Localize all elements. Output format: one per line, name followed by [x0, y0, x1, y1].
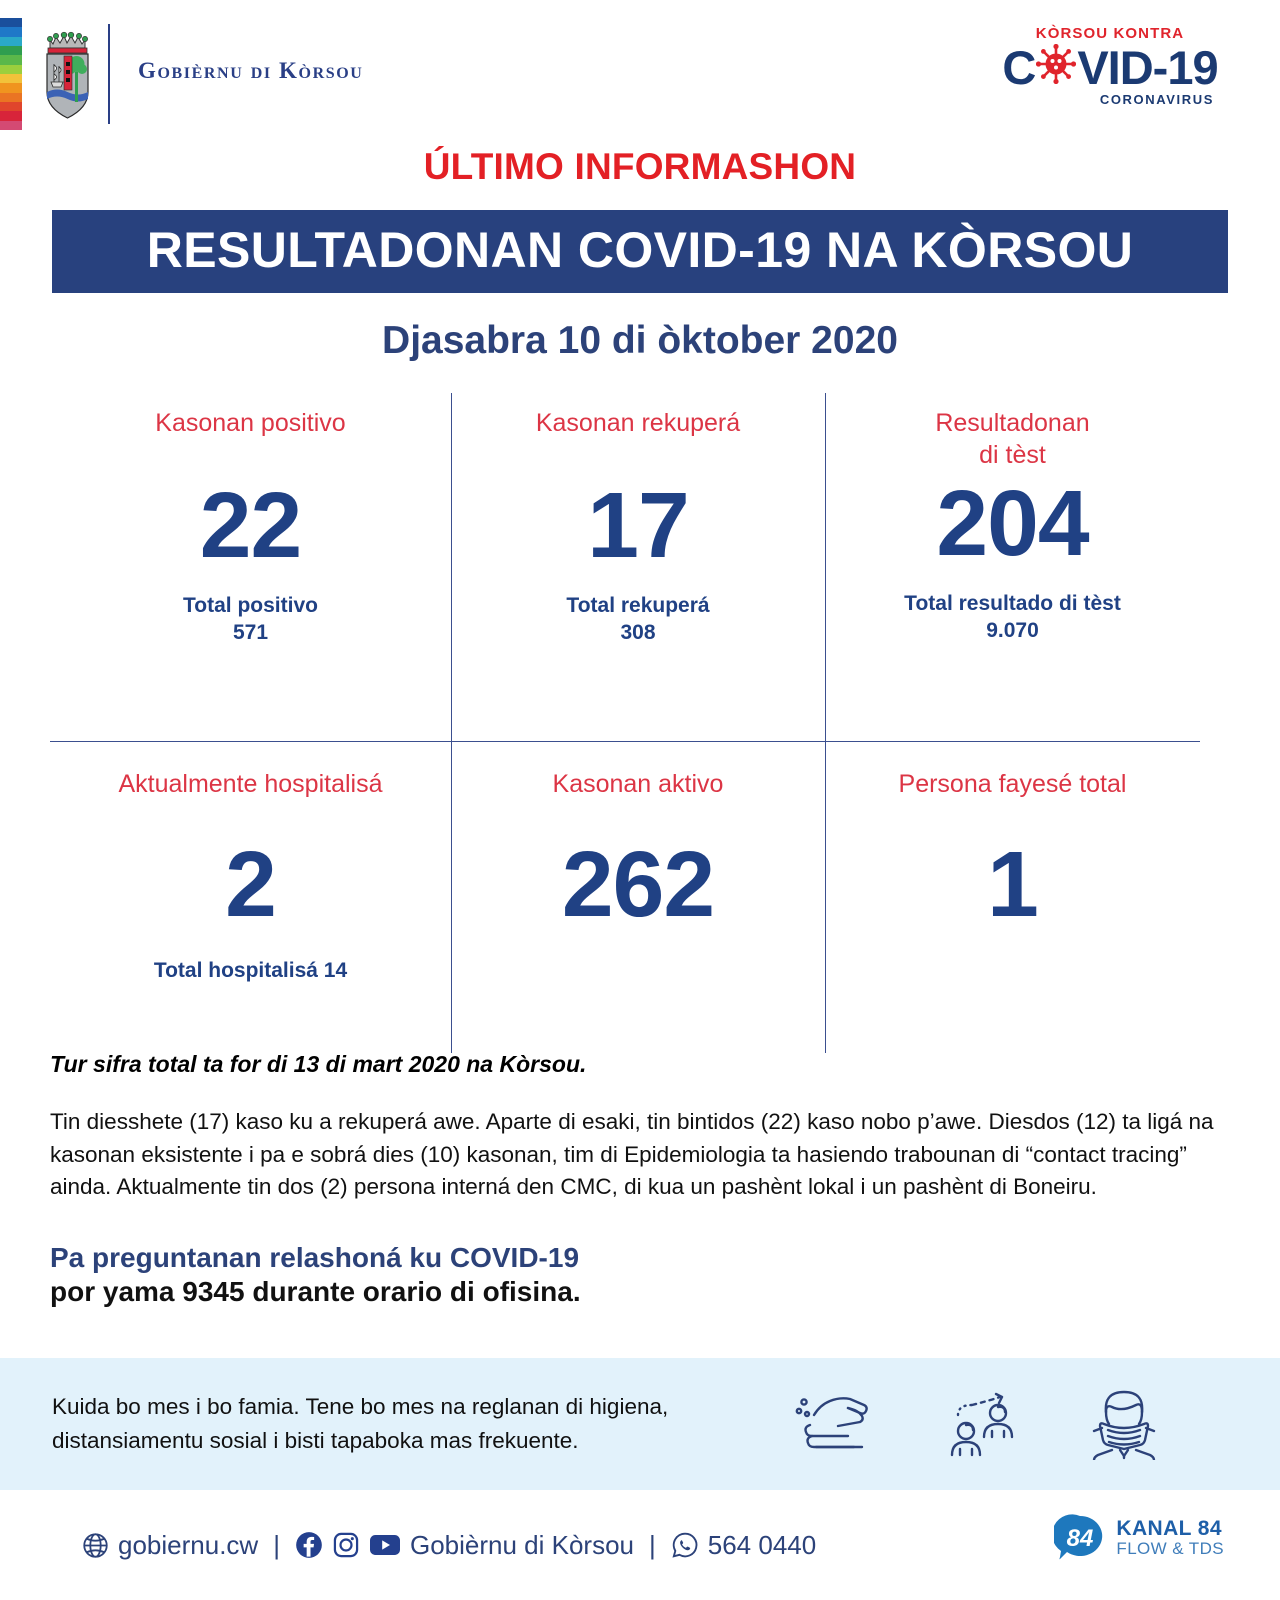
page-footer [0, 1490, 1280, 1600]
kanal84-logo [1054, 1512, 1224, 1564]
page-title: RESULTADONAN COVID-19 NA KÒRSOU [52, 210, 1228, 293]
kanal84-tagline: FLOW & TDS [1116, 1539, 1224, 1559]
report-date: Djasabra 10 di òktober 2020 [382, 319, 898, 362]
globe-icon [82, 1532, 109, 1559]
footer-separator-1: | [273, 1529, 280, 1560]
stat-subtotal-label: Total positivo [183, 594, 318, 617]
curacao-coat-of-arms-icon [36, 26, 98, 122]
stat-label: Kasonan positivo [155, 409, 346, 437]
instagram-icon[interactable] [332, 1531, 360, 1559]
facebook-icon[interactable] [295, 1531, 323, 1559]
stat-label: Kasonan aktivo [552, 770, 724, 798]
stat-subtotal [50, 592, 451, 647]
stat-label: Persona fayesé total [898, 770, 1127, 798]
stat-label-line1: Resultadonan [935, 409, 1090, 437]
footer-separator-2: | [649, 1529, 656, 1560]
stat-value: 1 [987, 832, 1038, 936]
covid-logo-kicker: KÒRSOU KONTRA [1035, 25, 1185, 42]
stat-card-active-cases [451, 768, 825, 936]
kanal84-name: KANAL 84 [1116, 1517, 1222, 1541]
footer-contact-row [82, 1530, 816, 1561]
grid-divider-horizontal [50, 741, 1200, 742]
stat-subtotal-label: Total rekuperá [566, 594, 710, 617]
stat-value: 22 [199, 473, 302, 577]
footer-website[interactable]: gobiernu.cw [118, 1529, 259, 1560]
stat-value: 17 [587, 473, 689, 577]
report-paragraph: Tin diesshete (17) kaso ku a rekuperá awe. Aparte di esaki, tin bintidos (22) kaso nobo p’awe. Diesdos (12) ta ligá na kasonan eksistente i pa e sobrá dies (10) kasonan, tim di Epidemiologia ta hasiendo trabounan di “contact tracing” ainda. Aktualmente tin dos (2) persona interná den CMC, di kua un pashènt lokal i un pashènt di Boneiru. [50, 1109, 1214, 1200]
stat-label [825, 407, 1200, 471]
footer-social-handle: Gobièrnu di Kòrsou [409, 1529, 634, 1560]
social-icon-group [295, 1531, 401, 1559]
social-distancing-icon [936, 1385, 1028, 1464]
youtube-icon[interactable] [369, 1533, 401, 1557]
stat-subtotal [825, 590, 1200, 645]
contact-heading: Pa preguntanan relashoná ku COVID-19 [50, 1241, 580, 1273]
contact-phone-line: por yama 9345 durante orario di ofisina. [50, 1275, 581, 1307]
kanal84-speech-bubble-icon [1054, 1512, 1106, 1564]
stat-card-positive-cases [50, 407, 451, 647]
covid-logo-wordmark [1000, 41, 1220, 94]
stat-subtotal-value: 308 [620, 621, 656, 645]
stat-label-line2: di tèst [979, 441, 1046, 469]
stat-card-currently-hospitalized [50, 768, 451, 984]
stat-value: 262 [561, 832, 715, 936]
stat-value: 2 [225, 832, 276, 936]
stat-subtotal-value: 9.070 [986, 619, 1039, 643]
stat-card-total-deaths [825, 768, 1200, 936]
whatsapp-icon[interactable] [671, 1531, 699, 1559]
footer-phone[interactable]: 564 0440 [707, 1529, 817, 1560]
body-text-section [50, 1051, 1230, 1308]
stat-value: 204 [936, 471, 1089, 575]
stat-subtotal: Total hospitalisá 14 [153, 959, 348, 982]
covid19-logo [1000, 26, 1220, 107]
stat-label: Aktualmente hospitalisá [118, 770, 383, 798]
coronavirus-icon [1036, 44, 1076, 91]
stat-subtotal-label: Total resultado di tèst [904, 592, 1121, 615]
covid-logo-subtitle: CORONAVIRUS [1099, 92, 1214, 107]
government-name: Gobièrnu di Kòrsou [138, 58, 364, 83]
stat-card-recovered-cases [451, 407, 825, 647]
header-divider [108, 24, 110, 124]
stat-label: Kasonan rekuperá [535, 409, 741, 437]
statistics-grid [50, 393, 1230, 1053]
svg-text:84: 84 [1067, 1525, 1094, 1552]
hygiene-icon-row [790, 1384, 1166, 1465]
stat-subtotal [451, 592, 825, 647]
stat-card-test-results [825, 407, 1200, 645]
handwashing-icon [790, 1385, 882, 1464]
covid-logo-letters-vid19: VID-19 [1077, 41, 1218, 94]
page-header [0, 0, 1280, 132]
curacao-flag-stripe [0, 18, 22, 130]
stat-subtotal-value: 571 [232, 621, 269, 645]
face-mask-icon [1082, 1384, 1166, 1465]
kicker-heading: ÚLTIMO INFORMASHON [423, 146, 857, 187]
hygiene-banner [0, 1358, 1280, 1490]
totals-note: Tur sifra total ta for di 13 di mart 2020 na Kòrsou. [50, 1051, 587, 1077]
hygiene-message: Kuida bo mes i bo famia. Tene bo mes na reglanan di higiena, distansiamentu sosial i bisti tapaboka mas frekuente. [52, 1394, 669, 1453]
covid-logo-letter-c: C [1002, 41, 1036, 94]
kanal84-text [1116, 1518, 1224, 1558]
